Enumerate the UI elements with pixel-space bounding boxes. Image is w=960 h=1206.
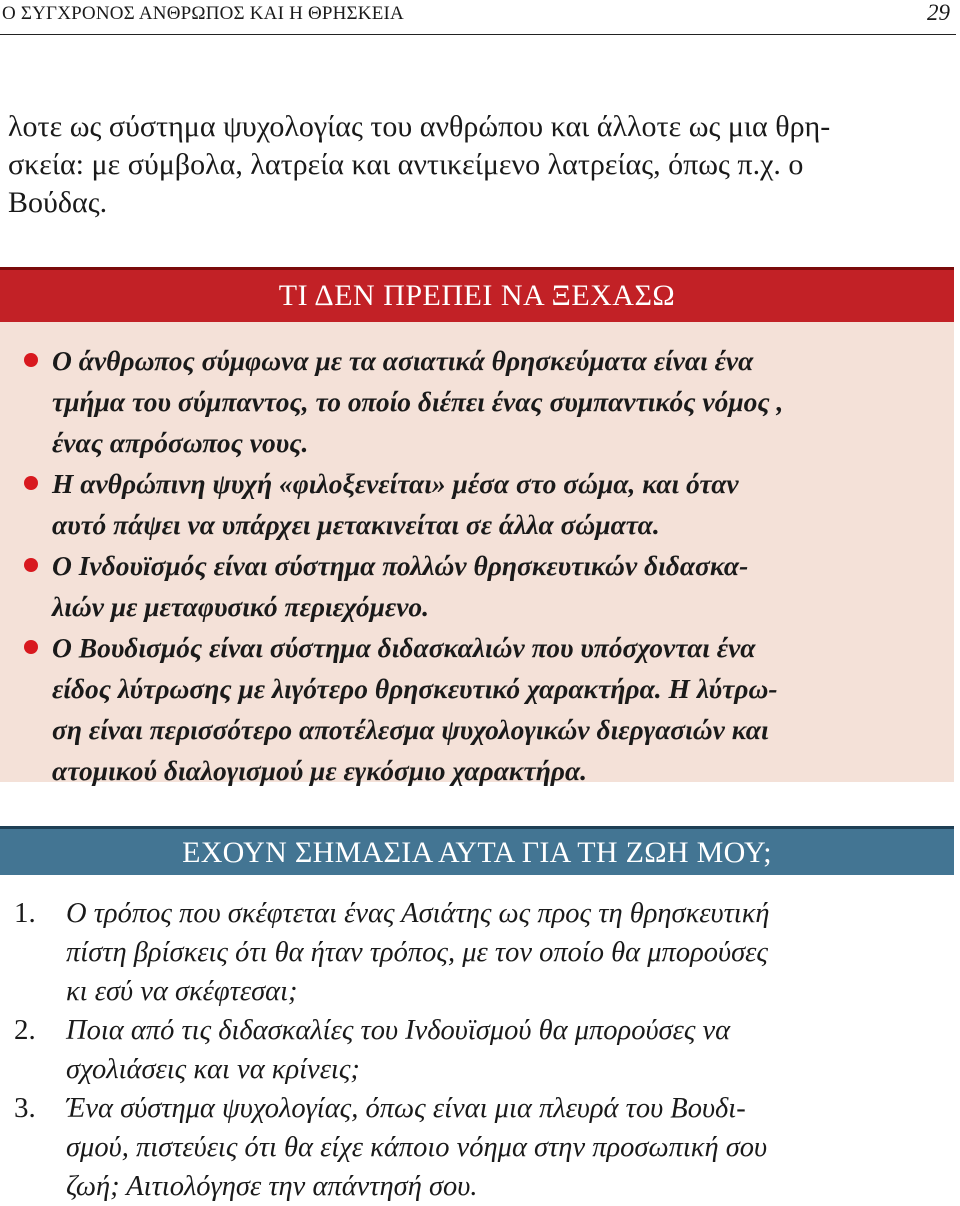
questions-title: ΕΧΟΥΝ ΣΗΜΑΣΙΑ ΑΥΤΑ ΓΙΑ ΤΗ ΖΩΗ ΜΟΥ; bbox=[0, 826, 954, 875]
bullet-dot-icon bbox=[24, 353, 38, 367]
question-item bbox=[0, 1011, 954, 1089]
remember-item-line: αυτό πάψει να υπάρχει μετακινείται σε άλλα σώματα. bbox=[52, 509, 660, 540]
question-line: Ένα σύστημα ψυχολογίας, όπως είναι μια πλευρά του Βουδι- bbox=[66, 1093, 746, 1124]
bullet-dot-icon bbox=[24, 476, 38, 490]
remember-item-line: Ο Βουδισμός είναι σύστημα διδασκαλιών που υπόσχονται ένα bbox=[52, 632, 756, 663]
remember-box-title: ΤΙ ΔΕΝ ΠΡΕΠΕΙ ΝΑ ΞΕΧΑΣΩ bbox=[0, 267, 954, 322]
bullet-dot-icon bbox=[24, 640, 38, 654]
remember-item-line: Ο άνθρωπος σύμφωνα με τα ασιατικά θρησκεύματα είναι ένα bbox=[52, 345, 754, 376]
remember-item-line: λιών με μεταφυσικό περιεχόμενο. bbox=[52, 591, 430, 622]
question-item bbox=[0, 1089, 954, 1206]
question-line: σχολιάσεις και να κρίνεις; bbox=[66, 1054, 360, 1085]
question-line: πίστη βρίσκεις ότι θα ήταν τρόπος, με τον οποίο θα μπορούσες bbox=[66, 937, 768, 968]
bullet-dot-icon bbox=[24, 558, 38, 572]
remember-item-line: είδος λύτρωσης με λιγότερο θρησκευτικό χαρακτήρα. Η λύτρω- bbox=[52, 673, 778, 704]
running-header bbox=[0, 0, 956, 35]
question-number: 3. bbox=[14, 1092, 36, 1124]
page-number: 29 bbox=[927, 0, 950, 25]
intro-line: σκεία: με σύμβολα, λατρεία και αντικείμενο λατρείας, όπως π.χ. ο bbox=[8, 148, 804, 181]
questions-list bbox=[0, 894, 954, 1206]
question-number: 1. bbox=[14, 897, 36, 929]
remember-item bbox=[0, 463, 954, 545]
remember-item-line: ένας απρόσωπος νους. bbox=[52, 427, 309, 458]
intro-line: Βούδας. bbox=[8, 186, 108, 219]
question-line: Ο τρόπος που σκέφτεται ένας Ασιάτης ως προς τη θρησκευτική bbox=[66, 898, 770, 929]
running-title: Ο ΣΥΓΧΡΟΝΟΣ ΑΝΘΡΩΠΟΣ ΚΑΙ Η ΘΡΗΣΚΕΙΑ bbox=[2, 3, 404, 24]
question-item bbox=[0, 894, 954, 1011]
intro-line: λοτε ως σύστημα ψυχολογίας του ανθρώπου και άλλοτε ως μια θρη- bbox=[8, 110, 831, 143]
remember-item bbox=[0, 545, 954, 627]
remember-item bbox=[0, 340, 954, 463]
question-line: ζωή; Αιτιολόγησε την απάντησή σου. bbox=[66, 1171, 478, 1202]
question-line: κι εσύ να σκέφτεσαι; bbox=[66, 976, 298, 1007]
question-line: σμού, πιστεύεις ότι θα είχε κάποιο νόημα στην προσωπική σου bbox=[66, 1132, 768, 1163]
remember-item-line: τμήμα του σύμπαντος, το οποίο διέπει ένας συμπαντικός νόμος , bbox=[52, 386, 784, 417]
intro-paragraph bbox=[8, 108, 948, 222]
remember-item bbox=[0, 627, 954, 791]
remember-item-line: ση είναι περισσότερο αποτέλεσμα ψυχολογικών διεργασιών και bbox=[52, 714, 769, 745]
remember-box bbox=[0, 267, 954, 786]
question-line: Ποια από τις διδασκαλίες του Ινδουϊσμού θα μπορούσες να bbox=[66, 1015, 731, 1046]
remember-item-line: Η ανθρώπινη ψυχή «φιλοξενείται» μέσα στο σώμα, και όταν bbox=[52, 468, 739, 499]
question-number: 2. bbox=[14, 1014, 36, 1046]
remember-list bbox=[0, 340, 954, 791]
remember-item-line: Ο Ινδουϊσμός είναι σύστημα πολλών θρησκευτικών διδασκα- bbox=[52, 550, 749, 581]
remember-item-line: ατομικού διαλογισμού με εγκόσμιο χαρακτήρα. bbox=[52, 755, 588, 786]
